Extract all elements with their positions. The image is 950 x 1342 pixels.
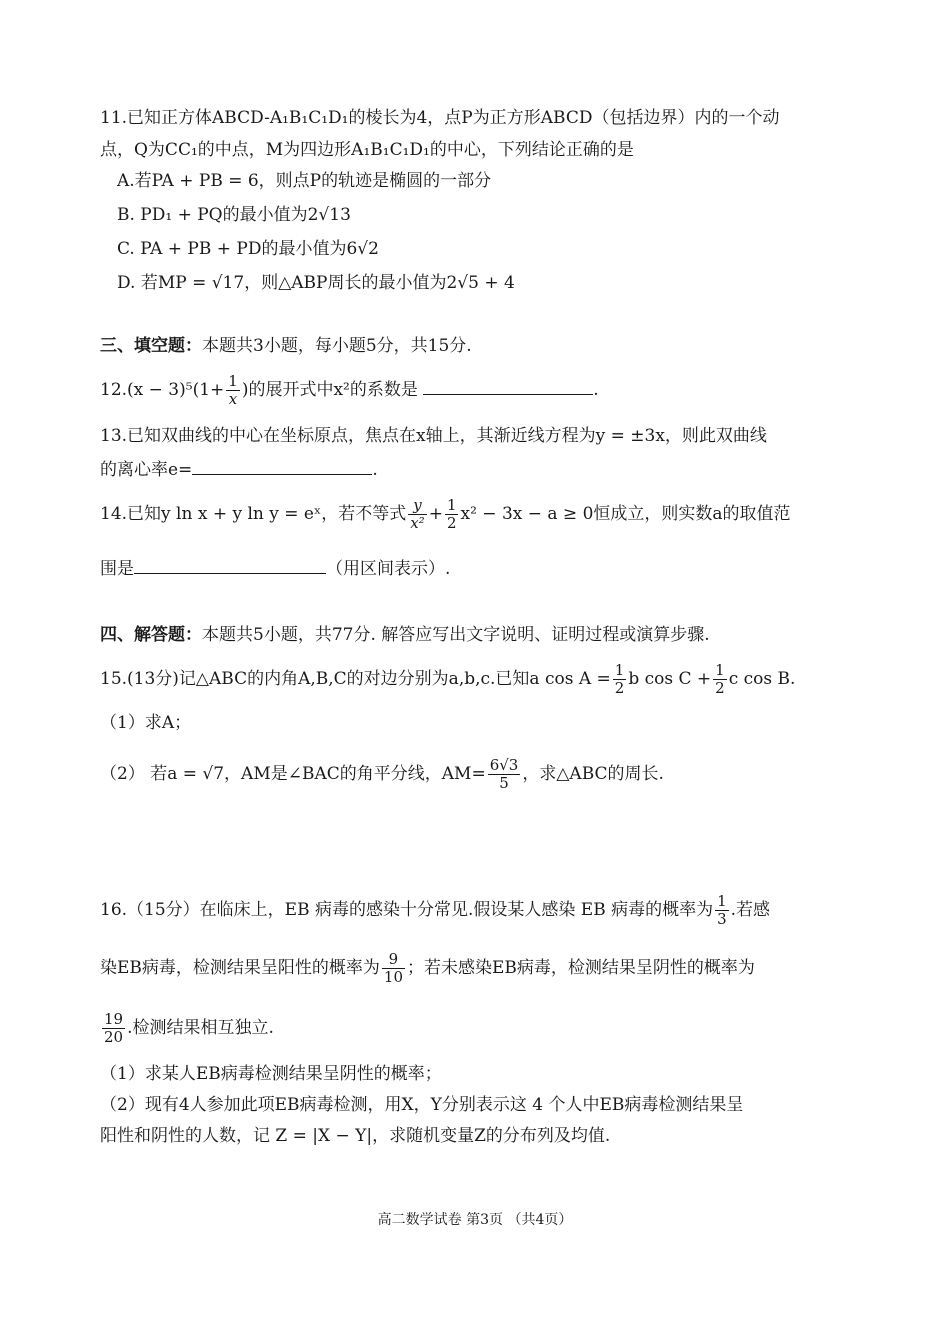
q15-prefix: 15.(13分)记△ABC的内角A,B,C的对边分别为a,b,c.已知a cos A = <box>100 669 611 689</box>
q15-part2-fraction <box>488 757 521 792</box>
section3-title: 三、填空题： <box>100 336 202 356</box>
q13-line1: 13.已知双曲线的中心在坐标原点，焦点在x轴上，其渐近线方程为y = ±3x，则此双曲线 <box>100 426 767 446</box>
q16-line3 <box>100 1006 274 1050</box>
q13-line2-prefix: 的离心率e= <box>100 460 193 480</box>
q12-fraction <box>226 373 240 408</box>
q15-suffix: c cos B. <box>728 669 796 689</box>
q12-frac-denominator: x <box>228 390 238 408</box>
q16-line3-frac-denominator: 20 <box>104 1028 124 1046</box>
q14-frac2-numerator: 1 <box>446 496 457 514</box>
q15-stem <box>100 657 795 701</box>
q16-line1-fraction <box>715 893 729 928</box>
section3-description: 本题共3小题，每小题5分，共15分. <box>202 336 472 356</box>
q16-line2-suffix: ；若未感染EB病毒，检测结果呈阴性的概率为 <box>407 958 755 978</box>
q12-prefix: 12.(x − 3)⁵(1+ <box>100 380 225 400</box>
q15-part2-frac-numerator: 6√3 <box>489 756 519 774</box>
page-footer: 高二数学试卷 第3页 （共4页） <box>377 1212 573 1228</box>
q16-line1-frac-denominator: 3 <box>717 910 727 928</box>
q14-answer-blank[interactable] <box>134 555 326 574</box>
q14-fraction-1 <box>408 497 426 532</box>
q16-part2-line1: （2）现有4人参加此项EB病毒检测，用X，Y分别表示这 4 个人中EB病毒检测结果呈 <box>100 1095 744 1115</box>
q14-line2 <box>100 555 450 581</box>
q13-line2-end: . <box>372 460 378 480</box>
q15-mid: b cos C + <box>628 669 712 689</box>
q11-option-b: B. PD₁ + PQ的最小值为2√13 <box>117 205 351 225</box>
section4-heading <box>100 623 710 647</box>
section4-description: 本题共5小题，共77分. 解答应写出文字说明、证明过程或演算步骤. <box>202 625 710 645</box>
q15-fraction-2 <box>713 662 727 697</box>
q14-frac1-denominator: x² <box>410 514 425 532</box>
q14-line2-prefix: 围是 <box>100 559 134 579</box>
q13-answer-blank[interactable] <box>192 456 372 475</box>
q16-line1-suffix: .若感 <box>730 900 771 920</box>
q16-line3-fraction <box>102 1011 125 1046</box>
q15-part2-prefix: （2） 若a = √7，AM是∠BAC的角平分线，AM= <box>100 764 486 784</box>
q16-part2-line2: 阳性和阴性的人数，记 Z = |X − Y|，求随机变量Z的分布列及均值. <box>100 1126 611 1146</box>
q16-line2-prefix: 染EB病毒，检测结果呈阳性的概率为 <box>100 958 380 978</box>
q13-line2 <box>100 456 378 482</box>
q14-frac1-numerator: y <box>408 497 426 515</box>
q11-option-d: D. 若MP = √17，则△ABP周长的最小值为2√5 + 4 <box>117 273 515 293</box>
q16-line3-frac-numerator: 19 <box>104 1010 124 1028</box>
q14-suffix: x² − 3x − a ≥ 0恒成立，则实数a的取值范 <box>460 504 791 524</box>
q15-frac1-numerator: 1 <box>614 661 625 679</box>
q15-part2 <box>100 752 664 796</box>
q16-line1-prefix: 16.（15分）在临床上，EB 病毒的感染十分常见.假设某人感染 EB 病毒的概率为 <box>100 900 714 920</box>
q11-stem-line2: 点，Q为CC₁的中点，M为四边形A₁B₁C₁D₁的中心，下列结论正确的是 <box>100 140 634 160</box>
q15-part2-suffix: ，求△ABC的周长. <box>522 764 664 784</box>
q14-frac2-denominator: 2 <box>446 514 457 532</box>
q16-line2-fraction <box>382 951 405 986</box>
q16-part1: （1）求某人EB病毒检测结果呈阴性的概率； <box>100 1064 442 1084</box>
q16-line2-frac-numerator: 9 <box>382 951 405 969</box>
q16-line2-frac-denominator: 10 <box>383 968 403 986</box>
section3-heading <box>100 334 472 358</box>
q12-suffix: )的展开式中x²的系数是 <box>241 380 418 400</box>
q15-part1: （1）求A； <box>100 713 192 733</box>
q11-stem-line1: 11.已知正方体ABCD-A₁B₁C₁D₁的棱长为4，点P为正方形ABCD（包括边界）内的一个动 <box>100 108 780 128</box>
q15-frac2-numerator: 1 <box>715 661 725 679</box>
q16-line2 <box>100 946 755 990</box>
q12-line <box>100 370 599 410</box>
q12-end: . <box>593 380 599 400</box>
q14-line2-suffix: （用区间表示）. <box>326 559 451 579</box>
section4-title: 四、解答题： <box>100 625 202 645</box>
q14-prefix: 14.已知y ln x + y ln y = eˣ，若不等式 <box>100 504 407 524</box>
q12-frac-numerator: 1 <box>228 372 238 390</box>
q15-frac2-denominator: 2 <box>715 679 725 697</box>
q15-fraction-1 <box>613 662 627 697</box>
q16-line3-suffix: .检测结果相互独立. <box>127 1018 274 1038</box>
q12-answer-blank[interactable] <box>423 376 593 395</box>
q16-line1-frac-numerator: 1 <box>717 892 727 910</box>
q14-plus: + <box>428 504 443 524</box>
q16-line1 <box>100 888 770 932</box>
q15-part2-frac-denominator: 5 <box>499 774 509 792</box>
q14-line1 <box>100 494 791 534</box>
q11-option-c: C. PA + PB + PD的最小值为6√2 <box>117 239 379 259</box>
q14-fraction-2 <box>445 497 459 532</box>
q15-frac1-denominator: 2 <box>614 679 625 697</box>
q11-option-a: A.若PA + PB = 6，则点P的轨迹是椭圆的一部分 <box>117 171 492 191</box>
